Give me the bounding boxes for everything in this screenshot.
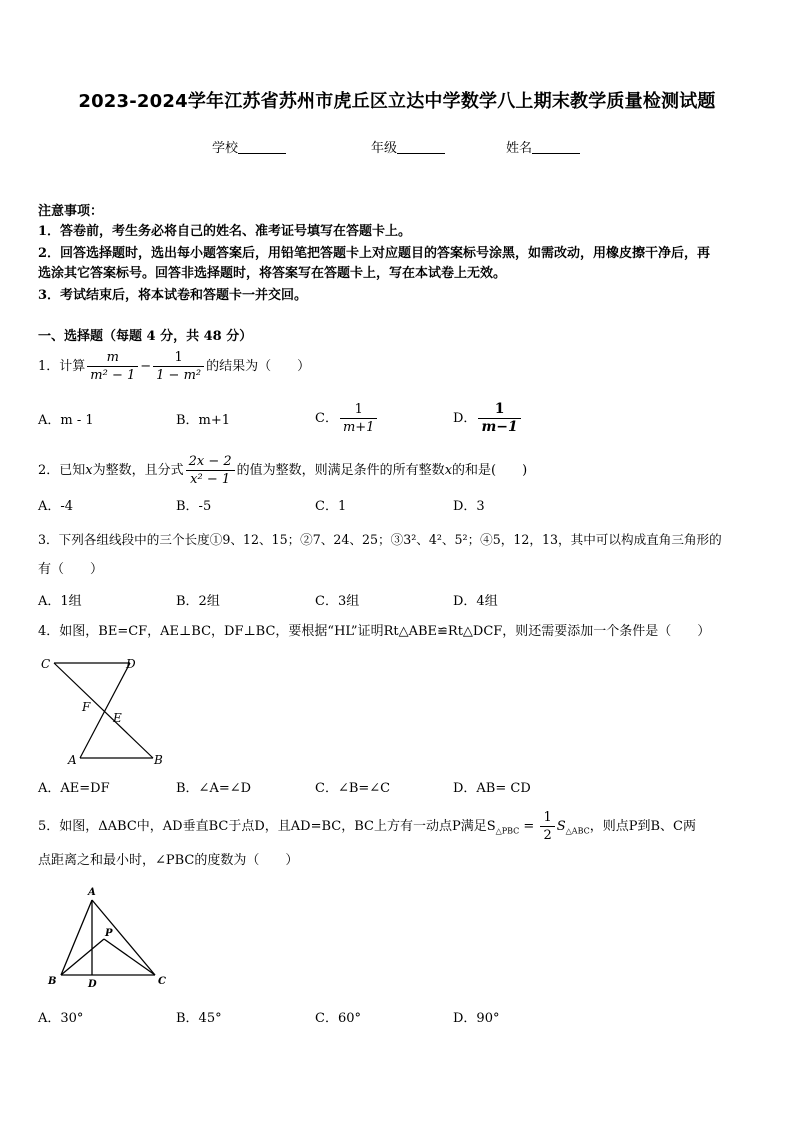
q1-option-c: [315, 399, 379, 439]
q1-option-b: B．m+1: [176, 413, 231, 428]
grade-label: 年级: [371, 141, 398, 156]
name-field: [506, 141, 580, 157]
q1-prefix: 1．计算: [38, 359, 86, 374]
q1-d-label: D．: [453, 411, 477, 426]
q5-option-d: D．90°: [453, 1011, 500, 1026]
q5-label-c: C: [158, 976, 166, 987]
q2-f-num: 2x − 2: [186, 453, 235, 471]
q3-option-a: A．1组: [38, 594, 82, 609]
q4-option-b: B．∠A=∠D: [176, 781, 252, 796]
note-item-1: 1．答卷前，考生务必将自己的姓名、准考证号填写在答题卡上。: [38, 224, 412, 239]
q1-minus: −: [140, 359, 152, 374]
q1-option-d: [453, 399, 523, 439]
q5-label-p: P: [105, 928, 113, 939]
q5-option-a: A．30°: [38, 1011, 84, 1026]
q3-option-d: D．4组: [453, 594, 498, 609]
q2-option-d: D．3: [453, 499, 485, 514]
q4-label-b: B: [154, 753, 163, 767]
q5-option-c: C．60°: [315, 1011, 361, 1026]
note-item-2-cont: 选涂其它答案标号。回答非选择题时，将答案写在答题卡上，写在本试卷上无效。: [38, 266, 507, 281]
school-label: 学校: [212, 141, 239, 156]
q1-f1-num: m: [87, 349, 138, 367]
q1-stem: [38, 348, 310, 386]
q2-suffix-a: 的值为整数，则满足条件的所有整数: [236, 463, 445, 478]
q5-half-num: 1: [540, 809, 554, 827]
q4-stem: 4．如图，BE=CF，AE⊥BC，DF⊥BC，要根据“HL”证明Rt△ABE≌Rt△DCF，则还需要添加一个条件是（ ）: [38, 624, 711, 639]
q4-option-a: A．AE=DF: [38, 781, 110, 796]
q5-label-a: A: [88, 887, 96, 898]
grade-field: [371, 141, 445, 157]
q5-sub-pbc: △PBC: [495, 826, 520, 836]
q2-option-b: B．-5: [176, 499, 212, 514]
q1-option-a: A．m - 1: [38, 413, 94, 428]
q4-label-e: E: [113, 711, 122, 725]
q5-figure: [42, 884, 177, 992]
q4-segment-cb: [54, 663, 153, 758]
q1-suffix: 的结果为（ ）: [206, 359, 311, 374]
q2-var: x: [85, 463, 93, 478]
notes-heading: 注意事项：: [38, 204, 104, 219]
q4-option-c: C．∠B=∠C: [315, 781, 391, 796]
q1-c-fraction: [340, 401, 378, 436]
q2-option-a: A．-4: [38, 499, 74, 514]
section-heading: 一、选择题（每题 4 分，共 48 分）: [38, 329, 253, 344]
school-blank: [238, 141, 286, 154]
q4-option-d: D．AB= CD: [453, 781, 531, 796]
q2-stem: [38, 452, 527, 490]
q5-text-b: ，则点P到B、C两: [589, 819, 696, 834]
q1-d-num: 1: [478, 401, 520, 419]
q5-label-d: D: [88, 979, 97, 990]
q1-c-num: 1: [340, 401, 378, 419]
q3-option-b: B．2组: [176, 594, 220, 609]
name-blank: [532, 141, 580, 154]
q1-fraction-1: [87, 349, 138, 384]
q1-f2-num: 1: [153, 349, 204, 367]
q5-option-b: B．45°: [176, 1011, 222, 1026]
school-field: [212, 141, 286, 157]
q5-segment-ac: [92, 900, 155, 975]
q2-mid: 为整数，且分式: [92, 463, 184, 478]
q1-c-den: m+1: [342, 420, 375, 435]
note-item-2: 2．回答选择题时，选出每小题答案后，用铅笔把答题卡上对应题目的答案标号涂黑，如需改动，用橡皮擦干净后，再: [38, 246, 711, 261]
q1-d-den: m−1: [481, 419, 518, 435]
grade-blank: [397, 141, 445, 154]
q2-fraction: [186, 453, 235, 488]
q5-label-b: B: [48, 976, 57, 987]
q5-text-a: 5．如图，ΔABC中，AD垂直BC于点D，且AD=BC，BC上方有一动点P满足S: [38, 819, 496, 834]
q1-c-label: C．: [315, 411, 338, 426]
q5-half-den: 2: [543, 828, 552, 843]
q1-fraction-2: [153, 349, 204, 384]
page-title: 2023-2024学年江苏省苏州市虎丘区立达中学数学八上期末教学质量检测试题: [78, 91, 716, 112]
q3-stem-line2: 有（ ）: [38, 562, 104, 577]
q1-f1-den: m² − 1: [90, 368, 136, 383]
q5-segment-ab: [61, 900, 92, 975]
q5-stem-line2: 点距离之和最小时，∠PBC的度数为（ ）: [38, 853, 299, 868]
q5-half-fraction: [540, 809, 554, 844]
q2-suffix-b: 的和是( ): [452, 463, 528, 478]
note-item-3: 3．考试结束后，将本试卷和答题卡一并交回。: [38, 288, 308, 303]
q2-option-c: C．1: [315, 499, 347, 514]
q2-f-den: x² − 1: [190, 472, 231, 487]
q5-segment-bp: [61, 939, 104, 975]
q2-prefix: 2．已知: [38, 463, 86, 478]
q4-label-d: D: [126, 657, 136, 671]
q5-s2: S: [556, 819, 566, 834]
q5-sub-abc: △ABC: [565, 826, 590, 836]
q4-label-f: F: [82, 700, 91, 714]
q4-label-a: A: [68, 753, 77, 767]
q4-label-c: C: [41, 657, 51, 671]
q5-equals: =: [519, 819, 539, 834]
q3-option-c: C．3组: [315, 594, 360, 609]
name-label: 姓名: [506, 141, 533, 156]
q1-d-fraction: [478, 401, 520, 436]
q2-var-2: x: [444, 463, 453, 478]
q5-stem-line1: [38, 808, 696, 851]
q1-f2-den: 1 − m²: [156, 368, 202, 383]
q3-stem-line1: 3．下列各组线段中的三个长度①9、12、15；②7、24、25；③3²、4²、5²；④5，12，13，其中可以构成直角三角形的: [38, 532, 722, 547]
q4-figure: [38, 652, 168, 772]
